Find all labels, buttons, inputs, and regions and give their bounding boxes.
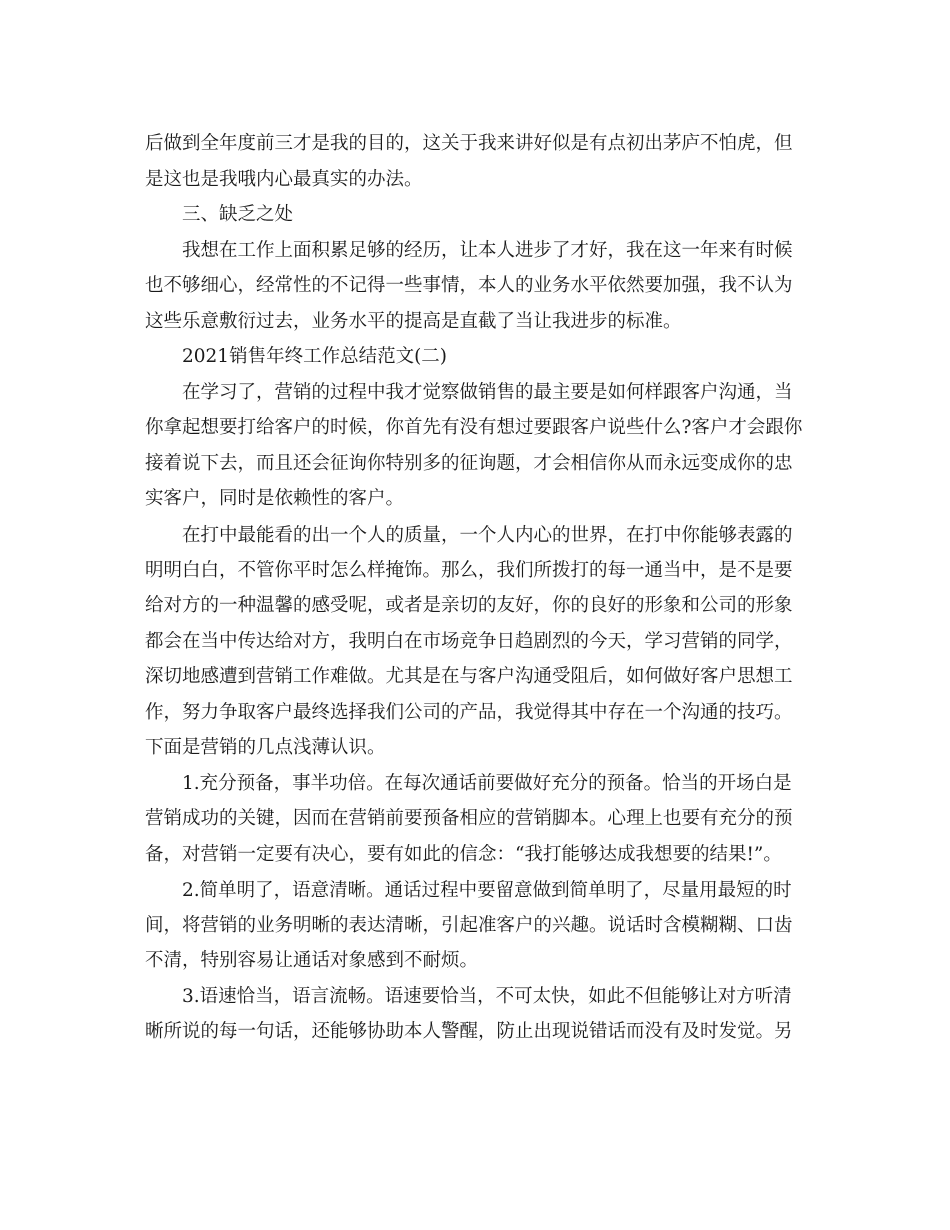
text-line: 后做到全年度前三才是我的目的，这关于我来讲好似是有点初出茅庐不怕虎，但	[145, 133, 793, 154]
text-line: 3.语速恰当，语言流畅。语速要恰当，不可太快，如此不但能够让对方听清	[182, 986, 792, 1007]
text-line: 给对方的一种温馨的感受呢，或者是亲切的友好，你的良好的形象和公司的形象	[145, 595, 793, 616]
text-line: 是这也是我哦内心最真实的办法。	[145, 169, 423, 190]
text-line: 实客户，同时是依赖性的客户。	[145, 488, 405, 509]
text-line: 都会在当中传达给对方，我明白在市场竞争日趋剧烈的今天，学习营销的同学，	[145, 631, 793, 652]
text-line: 也不够细心，经常性的不记得一些事情，本人的业务水平依然要加强，我不认为	[145, 275, 793, 296]
text-line: 在打中最能看的出一个人的质量，一个人内心的世界，在打中你能够表露的	[182, 525, 793, 546]
text-line: 我想在工作上面积累足够的经历，让本人进步了才好，我在这一年来有时候	[182, 240, 793, 261]
text-line: 接着说下去，而且还会征询你特别多的征询题，才会相信你从而永远变成你的忠	[145, 453, 793, 474]
section-title: 2021销售年终工作总结范文(二)	[182, 346, 448, 367]
text-line: 备，对营销一定要有决心，要有如此的信念：“我打能够达成我想要的结果!”。	[145, 844, 782, 865]
text-line: 下面是营销的几点浅薄认识。	[145, 737, 386, 758]
text-line: 这些乐意敷衍过去，业务水平的提高是直截了当让我进步的标准。	[145, 311, 682, 332]
text-line: 1.充分预备，事半功倍。在每次通话前要做好充分的预备。恰当的开场白是	[182, 773, 792, 794]
section-heading: 三、缺乏之处	[182, 204, 294, 225]
text-line: 深切地感遭到营销工作难做。尤其是在与客户沟通受阻后，如何做好客户思想工	[145, 666, 793, 687]
text-line: 你拿起想要打给客户的时候，你首先有没有想过要跟客户说些什么?客户才会跟你	[145, 417, 803, 438]
text-line: 作，努力争取客户最终选择我们公司的产品，我觉得其中存在一个沟通的技巧。	[145, 702, 793, 723]
text-line: 营销成功的关键，因而在营销前要预备相应的营销脚本。心理上也要有充分的预	[145, 808, 793, 829]
text-line: 晰所说的每一句话，还能够协助本人警醒，防止出现说错话而没有及时发觉。另	[145, 1021, 793, 1042]
text-line: 间，将营销的业务明晰的表达清晰，引起准客户的兴趣。说话时含模糊糊、口齿	[145, 915, 793, 936]
text-line: 明明白白，不管你平时怎么样掩饰。那么，我们所拨打的每一通当中，是不是要	[145, 560, 793, 581]
text-line: 不清，特别容易让通话对象感到不耐烦。	[145, 950, 479, 971]
text-line: 在学习了，营销的过程中我才觉察做销售的最主要是如何样跟客户沟通，当	[182, 382, 793, 403]
text-line: 2.简单明了，语意清晰。通话过程中要留意做到简单明了，尽量用最短的时	[182, 880, 792, 901]
